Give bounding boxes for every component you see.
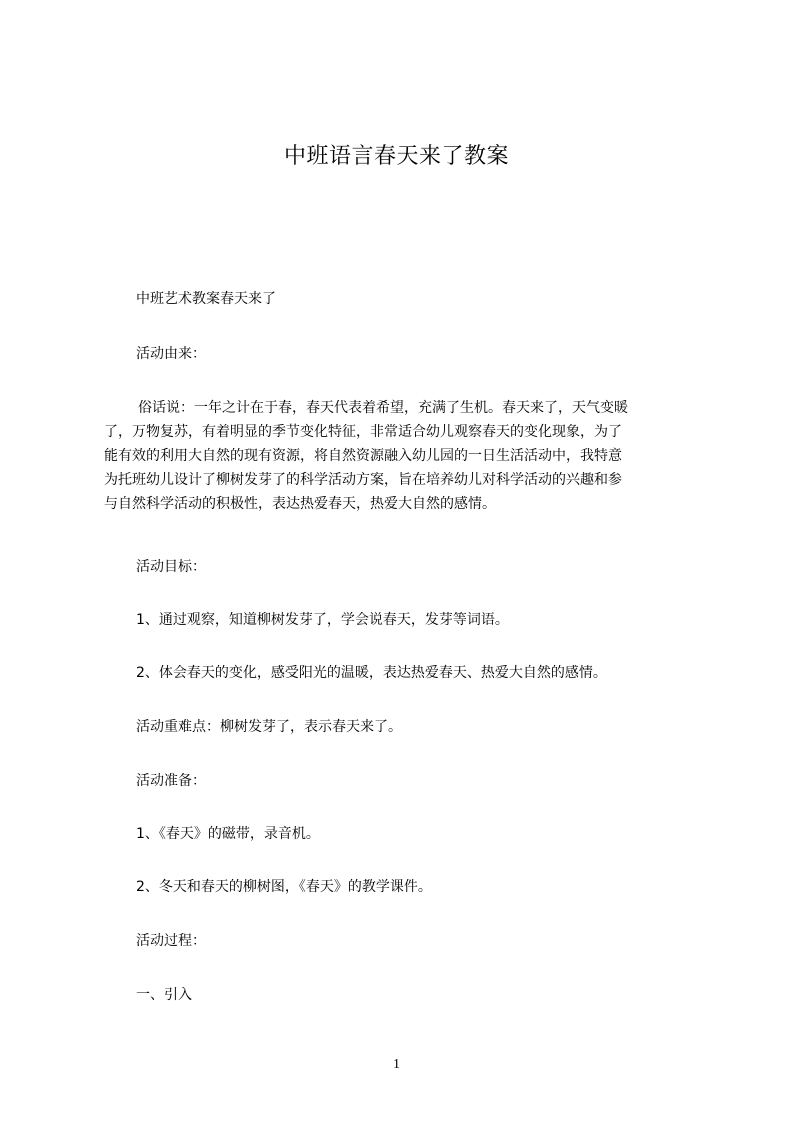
document-title: 中班语言春天来了教案: [283, 144, 509, 169]
prep-item-1: 1、《春天》的磁带，录音机。: [136, 826, 320, 842]
origin-line: 能有效的利用大自然的现有资源，将自然资源融入幼儿园的一日生活活动中，我特意: [104, 448, 622, 464]
prep-item-2: 2、冬天和春天的柳树图，《春天》的教学课件。: [136, 879, 432, 895]
process-step-1: 一、引入: [136, 987, 192, 1003]
process-heading: 活动过程：: [136, 933, 206, 949]
goal-item-1: 1、通过观察，知道柳树发芽了，学会说春天，发芽等词语。: [136, 612, 509, 628]
key-points: 活动重难点：柳树发芽了，表示春天来了。: [136, 719, 402, 735]
origin-paragraph: [104, 396, 704, 516]
subtitle: 中班艺术教案春天来了: [136, 291, 276, 307]
origin-line: 了，万物复苏，有着明显的季节变化特征，非常适合幼儿观察春天的变化现象，为了: [104, 424, 622, 440]
origin-line: 俗话说：一年之计在于春，春天代表着希望，充满了生机。春天来了，天气变暖: [138, 400, 628, 416]
goals-heading: 活动目标：: [136, 559, 206, 575]
origin-heading: 活动由来：: [136, 346, 206, 362]
prep-heading: 活动准备：: [136, 773, 206, 789]
goal-item-2: 2、体会春天的变化，感受阳光的温暖，表达热爱春天、热爱大自然的感情。: [136, 665, 607, 681]
origin-line: 与自然科学活动的积极性，表达热爱春天，热爱大自然的感情。: [104, 496, 496, 512]
page-number: 1: [393, 1057, 400, 1072]
origin-line: 为托班幼儿设计了柳树发芽了的科学活动方案，旨在培养幼儿对科学活动的兴趣和参: [104, 472, 622, 488]
